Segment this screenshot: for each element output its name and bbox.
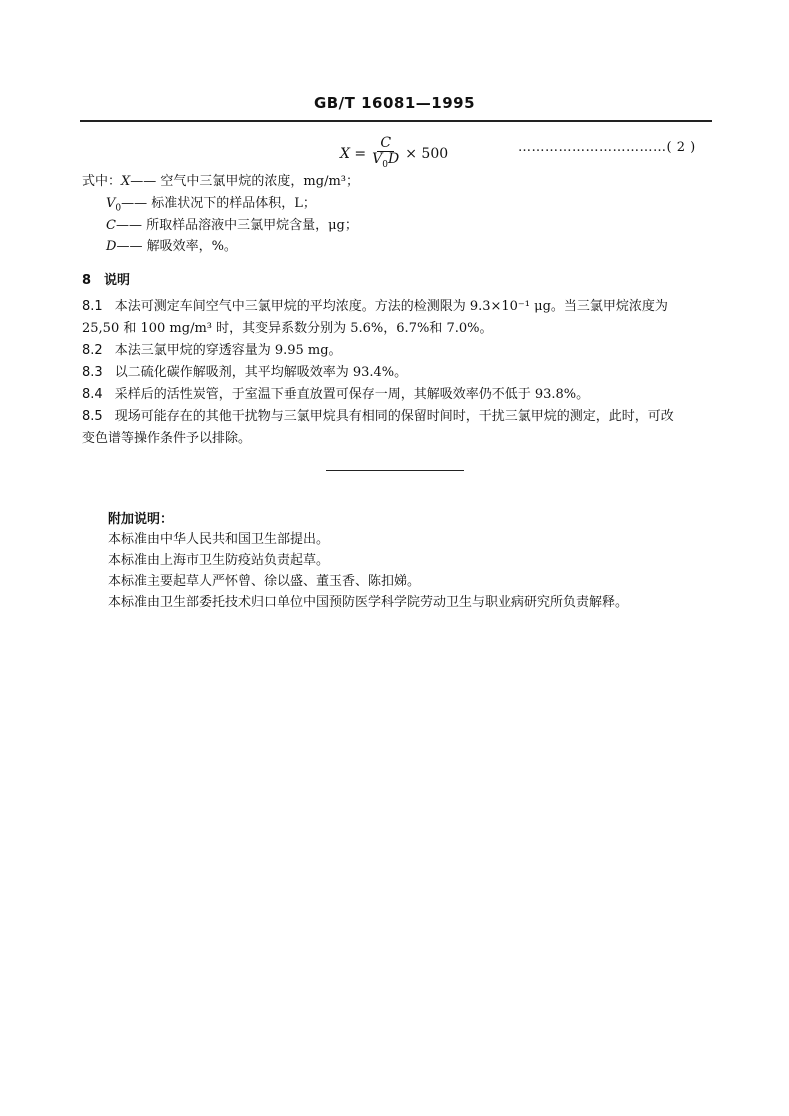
formula-leader: ……………………………: [518, 140, 667, 155]
formula-denominator-rest: D: [388, 151, 400, 167]
formula-2: [340, 136, 448, 173]
clause-number: 8.4: [82, 387, 103, 402]
where-var: D: [106, 239, 117, 254]
note-line: 本标准由中华人民共和国卫生部提出。: [108, 532, 330, 547]
clause-8-3: [82, 362, 712, 384]
where-var-letter: V: [106, 196, 116, 211]
clause-text: 现场可能存在的其他干扰物与三氯甲烷具有相同的保留时间时，干扰三氯甲烷的测定，此时，可改: [114, 409, 674, 424]
where-row-v0: [106, 194, 316, 219]
formula-denominator-var: V: [372, 151, 383, 167]
where-text: —— 所取样品溶液中三氯甲烷含量，μg；: [115, 218, 358, 233]
note-line: 本标准主要起草人严怀曾、徐以盛、董玉香、陈扣娣。: [108, 574, 421, 589]
where-label: 式中：: [82, 174, 122, 189]
where-row-c: [106, 216, 358, 236]
where-var-sub: 0: [115, 203, 122, 214]
clause-number: 8.1: [82, 299, 103, 314]
clause-continuation: 25,50 和 100 mg/m³ 时，其变异系数分别为 5.6%，6.7%和 7.0%。: [82, 321, 493, 336]
formula-denominator: [372, 152, 399, 173]
clause-text: 采样后的活性炭管，于室温下垂直放置可保存一周，其解吸效率仍不低于 93.8%。: [114, 387, 590, 402]
formula-tail: × 500: [405, 146, 449, 163]
formula-eq-number: ( 2 ): [666, 140, 696, 155]
where-var: [106, 196, 122, 214]
additional-notes-title: 附加说明：: [108, 512, 174, 527]
where-row-d: [106, 237, 237, 257]
note-line: 本标准由上海市卫生防疫站负责起草。: [108, 553, 330, 568]
formula-denominator-sub: 0: [382, 159, 389, 170]
clause-8-5: [82, 406, 712, 450]
clause-text: 本法三氯甲烷的穿透容量为 9.95 mg。: [114, 343, 342, 358]
clause-text: 以二硫化碳作解吸剂，其平均解吸效率为 93.4%。: [114, 365, 408, 380]
clause-number: 8.5: [82, 409, 103, 424]
formula-lhs: X =: [340, 146, 367, 163]
section-8-title: 8 说明: [82, 273, 131, 288]
clause-text: 本法可测定车间空气中三氯甲烷的平均浓度。方法的检测限为 9.3×10⁻¹ μg。当三氯甲烷浓度为: [114, 299, 668, 314]
clause-8-1: [82, 296, 712, 340]
end-divider: [326, 470, 464, 471]
where-var: C: [106, 218, 116, 233]
clause-number: 8.3: [82, 365, 103, 380]
clause-continuation: 变色谱等操作条件予以排除。: [82, 431, 252, 446]
where-row-x: [82, 172, 359, 192]
where-text: —— 标准状况下的样品体积，L；: [121, 196, 316, 211]
clause-number: 8.2: [82, 343, 103, 358]
clause-8-2: [82, 340, 712, 362]
note-line: 本标准由卫生部委托技术归口单位中国预防医学科学院劳动卫生与职业病研究所负责解释。: [108, 595, 629, 610]
formula-fraction: [372, 136, 399, 173]
where-text: —— 空气中三氯甲烷的浓度，mg/m³；: [130, 174, 359, 189]
where-var: X: [121, 174, 131, 189]
where-text: —— 解吸效率，%。: [116, 239, 237, 254]
header-rule: [80, 120, 712, 122]
clause-8-4: [82, 384, 712, 406]
standard-code-header: GB/T 16081—1995: [313, 94, 476, 112]
formula-numerator: C: [377, 136, 394, 152]
formula-number-line: [518, 140, 696, 155]
